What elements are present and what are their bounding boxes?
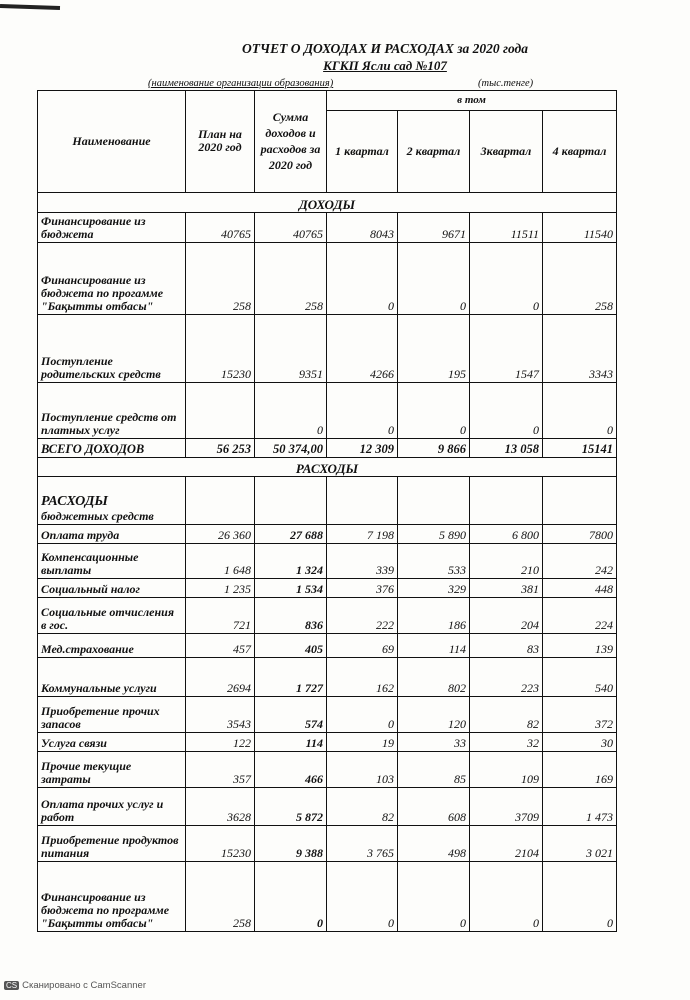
empty-cell <box>186 477 255 525</box>
header-plan: План на 2020 год <box>186 91 255 193</box>
cell-q3: 0 <box>470 383 543 439</box>
cell-q4: 372 <box>543 697 617 733</box>
empty-cell <box>327 477 398 525</box>
cell-q3: 13 058 <box>470 439 543 458</box>
table-row <box>38 658 617 697</box>
cell-q2: 608 <box>398 788 470 826</box>
cell-q2: 498 <box>398 826 470 862</box>
scan-footer-text: Сканировано с CamScanner <box>22 980 146 991</box>
row-name: Социальные отчисления в гос. <box>38 598 186 634</box>
cell-q2: 9 866 <box>398 439 470 458</box>
organization-name: КГКП Ясли сад №107 <box>323 58 447 73</box>
report-table <box>37 90 617 932</box>
cell-q1: 162 <box>327 658 398 697</box>
cell-q3: 32 <box>470 733 543 752</box>
table-row <box>38 862 617 932</box>
cell-plan: 357 <box>186 752 255 788</box>
cell-plan: 258 <box>186 862 255 932</box>
row-name: Прочие текущие затраты <box>38 752 186 788</box>
cell-q1: 69 <box>327 634 398 658</box>
row-name: Приобретение прочих запасов <box>38 697 186 733</box>
cell-q4: 3343 <box>543 315 617 383</box>
cell-q2: 0 <box>398 243 470 315</box>
cell-sum: 574 <box>255 697 327 733</box>
cell-q1: 3 765 <box>327 826 398 862</box>
cell-plan: 26 360 <box>186 525 255 544</box>
cell-q2: 85 <box>398 752 470 788</box>
row-name: Мед.страхование <box>38 634 186 658</box>
cell-q2: 33 <box>398 733 470 752</box>
cell-q4: 139 <box>543 634 617 658</box>
cell-q1: 19 <box>327 733 398 752</box>
cell-sum: 836 <box>255 598 327 634</box>
cell-plan: 3543 <box>186 697 255 733</box>
cell-q4: 540 <box>543 658 617 697</box>
table-row <box>38 213 617 243</box>
cell-q4: 224 <box>543 598 617 634</box>
row-name: Приобретение продуктов питания <box>38 826 186 862</box>
cell-q1: 339 <box>327 544 398 579</box>
cell-plan: 122 <box>186 733 255 752</box>
table-row <box>38 579 617 598</box>
cell-q2: 329 <box>398 579 470 598</box>
table-row <box>38 634 617 658</box>
cell-plan: 40765 <box>186 213 255 243</box>
cell-q1: 82 <box>327 788 398 826</box>
cell-sum: 9351 <box>255 315 327 383</box>
empty-cell <box>470 477 543 525</box>
cell-q1: 7 198 <box>327 525 398 544</box>
row-name: Финансирование из бюджета <box>38 213 186 243</box>
table-row <box>38 544 617 579</box>
table-row <box>38 243 617 315</box>
table-row <box>38 383 617 439</box>
table-row <box>38 752 617 788</box>
table-row <box>38 525 617 544</box>
cell-sum: 1 324 <box>255 544 327 579</box>
cell-sum: 40765 <box>255 213 327 243</box>
cell-q2: 114 <box>398 634 470 658</box>
cell-sum: 1 534 <box>255 579 327 598</box>
header-name: Наименование <box>38 91 186 193</box>
cell-q1: 376 <box>327 579 398 598</box>
expenses-section-row <box>38 458 617 477</box>
cell-q3: 11511 <box>470 213 543 243</box>
cell-sum: 405 <box>255 634 327 658</box>
cell-q3: 223 <box>470 658 543 697</box>
header-group: в том <box>327 91 617 111</box>
cell-q2: 0 <box>398 383 470 439</box>
cell-sum: 0 <box>255 383 327 439</box>
cell-q3: 6 800 <box>470 525 543 544</box>
cell-q3: 3709 <box>470 788 543 826</box>
cell-q1: 0 <box>327 697 398 733</box>
cell-q2: 802 <box>398 658 470 697</box>
cell-sum: 258 <box>255 243 327 315</box>
cell-q3: 1547 <box>470 315 543 383</box>
cell-sum: 50 374,00 <box>255 439 327 458</box>
header-q3: 3квартал <box>470 111 543 193</box>
cell-q3: 83 <box>470 634 543 658</box>
row-name: ВСЕГО ДОХОДОВ <box>38 439 186 458</box>
cell-plan <box>186 383 255 439</box>
cell-plan: 56 253 <box>186 439 255 458</box>
table-row <box>38 315 617 383</box>
units-caption: (тыс.тенге) <box>478 78 534 89</box>
cell-q4: 448 <box>543 579 617 598</box>
cell-q3: 204 <box>470 598 543 634</box>
row-name: Компенсационные выплаты <box>38 544 186 579</box>
pen-mark <box>0 4 60 10</box>
cell-sum: 466 <box>255 752 327 788</box>
row-name: Поступление средств от платных услуг <box>38 383 186 439</box>
cell-q2: 0 <box>398 862 470 932</box>
cell-q4: 258 <box>543 243 617 315</box>
row-name: Коммунальные услуги <box>38 658 186 697</box>
table-row <box>38 733 617 752</box>
row-name: Социальный налог <box>38 579 186 598</box>
cell-sum: 5 872 <box>255 788 327 826</box>
cell-q1: 0 <box>327 862 398 932</box>
cell-q2: 120 <box>398 697 470 733</box>
table-row <box>38 826 617 862</box>
cell-q2: 533 <box>398 544 470 579</box>
cell-plan: 15230 <box>186 315 255 383</box>
scan-footer <box>4 980 146 991</box>
cell-q4: 11540 <box>543 213 617 243</box>
cell-sum: 27 688 <box>255 525 327 544</box>
expenses-section-title: РАСХОДЫ <box>38 458 617 477</box>
cell-q3: 381 <box>470 579 543 598</box>
cell-q3: 109 <box>470 752 543 788</box>
budget-expenses-title: РАСХОДЫ <box>41 494 108 509</box>
income-section-row <box>38 193 617 213</box>
report-title: ОТЧЕТ О ДОХОДАХ И РАСХОДАХ за 2020 года <box>241 41 529 56</box>
cell-plan: 2694 <box>186 658 255 697</box>
organization-caption: (наименование организации образования) <box>148 78 334 89</box>
table-row <box>38 439 617 458</box>
cell-q3: 2104 <box>470 826 543 862</box>
empty-cell <box>255 477 327 525</box>
cell-q4: 0 <box>543 862 617 932</box>
header-row <box>38 91 617 111</box>
cell-plan: 15230 <box>186 826 255 862</box>
cell-q4: 0 <box>543 383 617 439</box>
income-section-title: ДОХОДЫ <box>38 193 617 213</box>
header-sum: Сумма доходов и расходов за 2020 год <box>255 91 327 193</box>
cell-plan: 721 <box>186 598 255 634</box>
row-name: Финансирование из бюджета по прогамме "Бақытты отбасы" <box>38 243 186 315</box>
row-name: Финансирование из бюджета по программе "Бақытты отбасы" <box>38 862 186 932</box>
table-row <box>38 697 617 733</box>
cell-q2: 186 <box>398 598 470 634</box>
cell-plan: 1 235 <box>186 579 255 598</box>
cell-q3: 0 <box>470 243 543 315</box>
cell-plan: 1 648 <box>186 544 255 579</box>
cell-q4: 7800 <box>543 525 617 544</box>
cell-q4: 169 <box>543 752 617 788</box>
cell-q4: 30 <box>543 733 617 752</box>
camscanner-icon: CS <box>6 981 18 990</box>
cell-sum: 9 388 <box>255 826 327 862</box>
cell-q4: 1 473 <box>543 788 617 826</box>
row-name: Услуга связи <box>38 733 186 752</box>
header-q4: 4 квартал <box>543 111 617 193</box>
cell-q1: 222 <box>327 598 398 634</box>
budget-expenses-heading <box>38 477 186 525</box>
table-row <box>38 788 617 826</box>
cell-q2: 9671 <box>398 213 470 243</box>
row-name: Оплата труда <box>38 525 186 544</box>
cell-q3: 0 <box>470 862 543 932</box>
empty-cell <box>398 477 470 525</box>
cell-q2: 195 <box>398 315 470 383</box>
cell-q1: 4266 <box>327 315 398 383</box>
cell-q1: 0 <box>327 243 398 315</box>
row-name: Поступление родительских средств <box>38 315 186 383</box>
cell-q2: 5 890 <box>398 525 470 544</box>
cell-q4: 3 021 <box>543 826 617 862</box>
cell-sum: 1 727 <box>255 658 327 697</box>
budget-expenses-heading-row <box>38 477 617 525</box>
cell-q3: 210 <box>470 544 543 579</box>
cell-q4: 242 <box>543 544 617 579</box>
cell-q4: 15141 <box>543 439 617 458</box>
cell-plan: 258 <box>186 243 255 315</box>
header-q1: 1 квартал <box>327 111 398 193</box>
cell-q1: 0 <box>327 383 398 439</box>
cell-plan: 3628 <box>186 788 255 826</box>
cell-q1: 12 309 <box>327 439 398 458</box>
cell-q1: 8043 <box>327 213 398 243</box>
table-row <box>38 598 617 634</box>
cell-sum: 0 <box>255 862 327 932</box>
cell-q3: 82 <box>470 697 543 733</box>
row-name: Оплата прочих услуг и работ <box>38 788 186 826</box>
cell-plan: 457 <box>186 634 255 658</box>
cell-q1: 103 <box>327 752 398 788</box>
header-q2: 2 квартал <box>398 111 470 193</box>
empty-cell <box>543 477 617 525</box>
budget-expenses-subtitle: бюджетных средств <box>41 509 154 523</box>
cell-sum: 114 <box>255 733 327 752</box>
